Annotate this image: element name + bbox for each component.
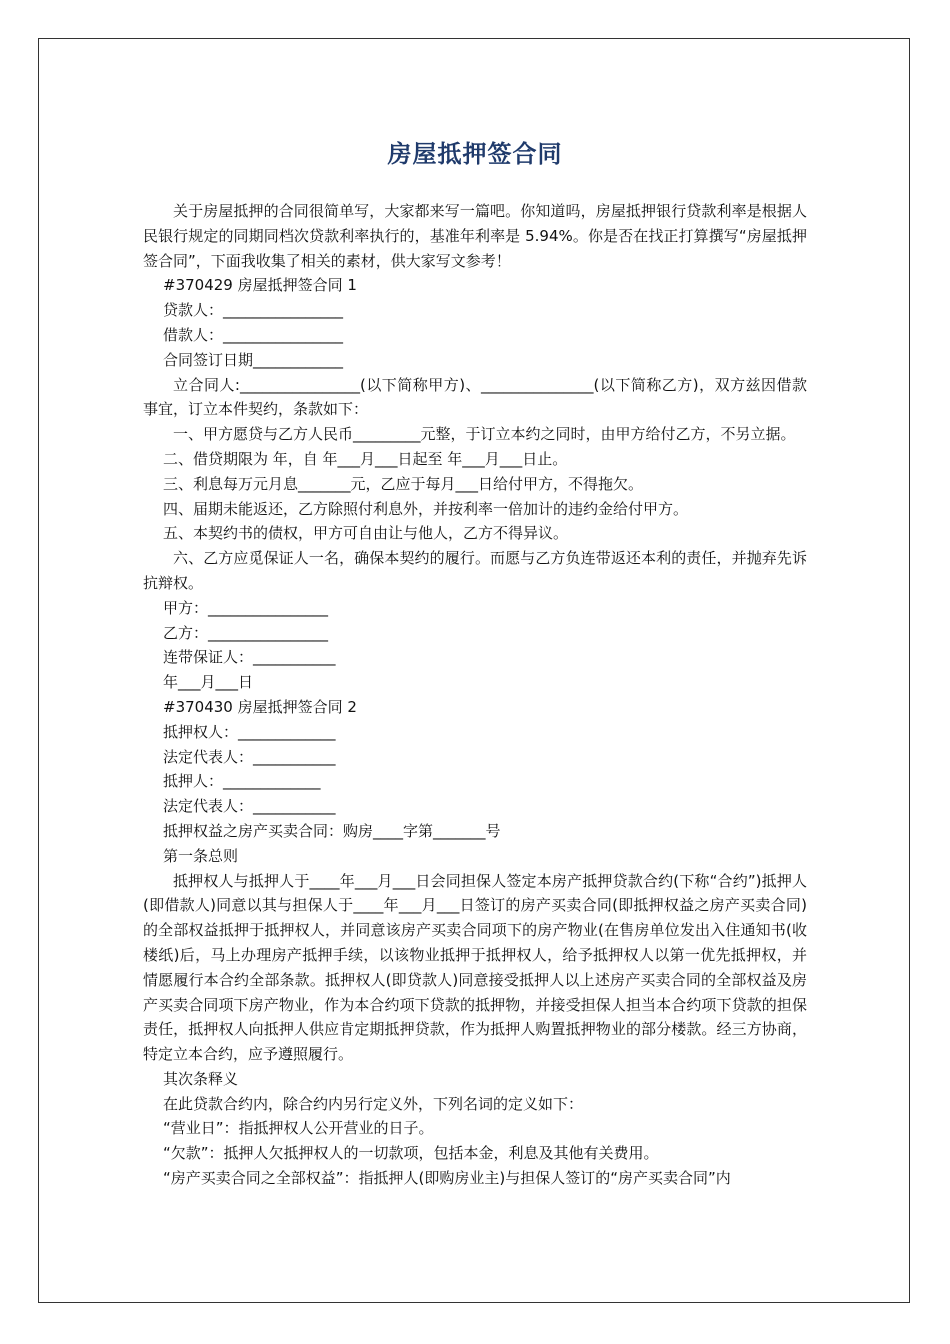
contract2-line: 第一条总则 (163, 846, 239, 865)
contract2-line: 抵押权人与抵押人于____年___月___日会同担保人签定本房产抵押贷款合约(下称“合约”)抵押人(即借款人)同意以其与担保人于____年___月___日签订的房产买卖合同(即抵押权益之房产买卖合同)的全部权益抵押于抵押权人，并同意该房产买卖合同项下的房产物业(在售房单位发出入住通知书(收楼纸)后，马上办理房产抵押手续，以该物业抵押于抵押权人，给予抵押权人以第一优先抵押权，并情愿履行本合约全部条款。抵押权人(即贷款人)同意接受抵押人以上述房产买卖合同的全部权益及房产买卖合同项下房产物业，作为本合约项下贷款的抵押物，并接受担保人担当本合约项下贷款的担保责任，抵押权人向抵押人供应肯定期抵押贷款，作为抵押人购置抵押物业的部分楼款。经三方协商，特定立本合约，应予遵照履行。 (143, 871, 807, 1064)
contract2-line: 在此贷款合约内，除合约内另行定义外，下列名词的定义如下： (163, 1094, 584, 1113)
contract1-line: 六、乙方应觅保证人一名，确保本契约的履行。而愿与乙方负连带返还本利的责任，并抛弃先诉抗辩权。 (143, 549, 807, 592)
contract1-line: 三、利息每万元月息_______元，乙应于每月___日给付甲方，不得拖欠。 (163, 474, 644, 493)
contract1-line: 乙方：________________ (163, 623, 329, 642)
contract1-line: 一、甲方愿贷与乙方人民币_________元整，于订立本约之同时，由甲方给付乙方，不另立据。 (173, 425, 796, 444)
contract1-line: 立合同人:________________(以下简称甲方)、_______________(以下简称乙方)，双方兹因借款事宜，订立本件契约，条款如下： (143, 375, 807, 419)
contract1-line: 二、借贷期限为 年，自 年___月___日起至 年___月___日止。 (163, 449, 568, 468)
contract2-line: 法定代表人：___________ (163, 747, 336, 766)
contract2-heading: #370430 房屋抵押签合同 2 (163, 697, 357, 716)
contract1-line: 合同签订日期____________ (163, 350, 344, 369)
contract2-line: 抵押权人：_____________ (163, 722, 336, 741)
contract1-heading: #370429 房屋抵押签合同 1 (163, 276, 357, 295)
document-title: 房屋抵押签合同 (387, 140, 563, 168)
contract2-line: 抵押权益之房产买卖合同：购房____字第_______号 (163, 821, 501, 840)
document-body (143, 199, 807, 1191)
contract2-line: “营业日”：指抵押权人公开营业的日子。 (163, 1119, 434, 1138)
contract1-line: 借款人：________________ (163, 325, 344, 344)
contract1-line: 四、届期未能返还，乙方除照付利息外，并按利率一倍加计的违约金给付甲方。 (163, 499, 689, 518)
contract2-line: 其次条释义 (163, 1069, 239, 1088)
contract1-line: 甲方：________________ (163, 598, 329, 617)
contract2-line: 抵押人：_____________ (163, 772, 321, 791)
contract2-line: “欠款”：抵押人欠抵押权人的一切款项，包括本金，利息及其他有关费用。 (163, 1144, 659, 1163)
contract1-line: 贷款人：________________ (163, 301, 344, 320)
contract2-line: 法定代表人：___________ (163, 797, 336, 816)
contract1-line: 年___月___日 (163, 673, 254, 692)
contract1-line: 连带保证人：___________ (163, 648, 336, 667)
contract2-line: “房产买卖合同之全部权益”：指抵押人(即购房业主)与担保人签订的“房产买卖合同”内 (163, 1169, 731, 1188)
contract1-line: 五、本契约书的债权，甲方可自由让与他人，乙方不得异议。 (163, 524, 569, 543)
intro-paragraph: 关于房屋抵押的合同很简单写，大家都来写一篇吧。你知道吗，房屋抵押银行贷款利率是根据人民银行规定的同期同档次贷款利率执行的，基准年利率是 5.94%。你是否在找正打算撰写“房屋抵押签合同”，下面我收集了相关的素材，供大家写文参考！ (143, 202, 807, 270)
